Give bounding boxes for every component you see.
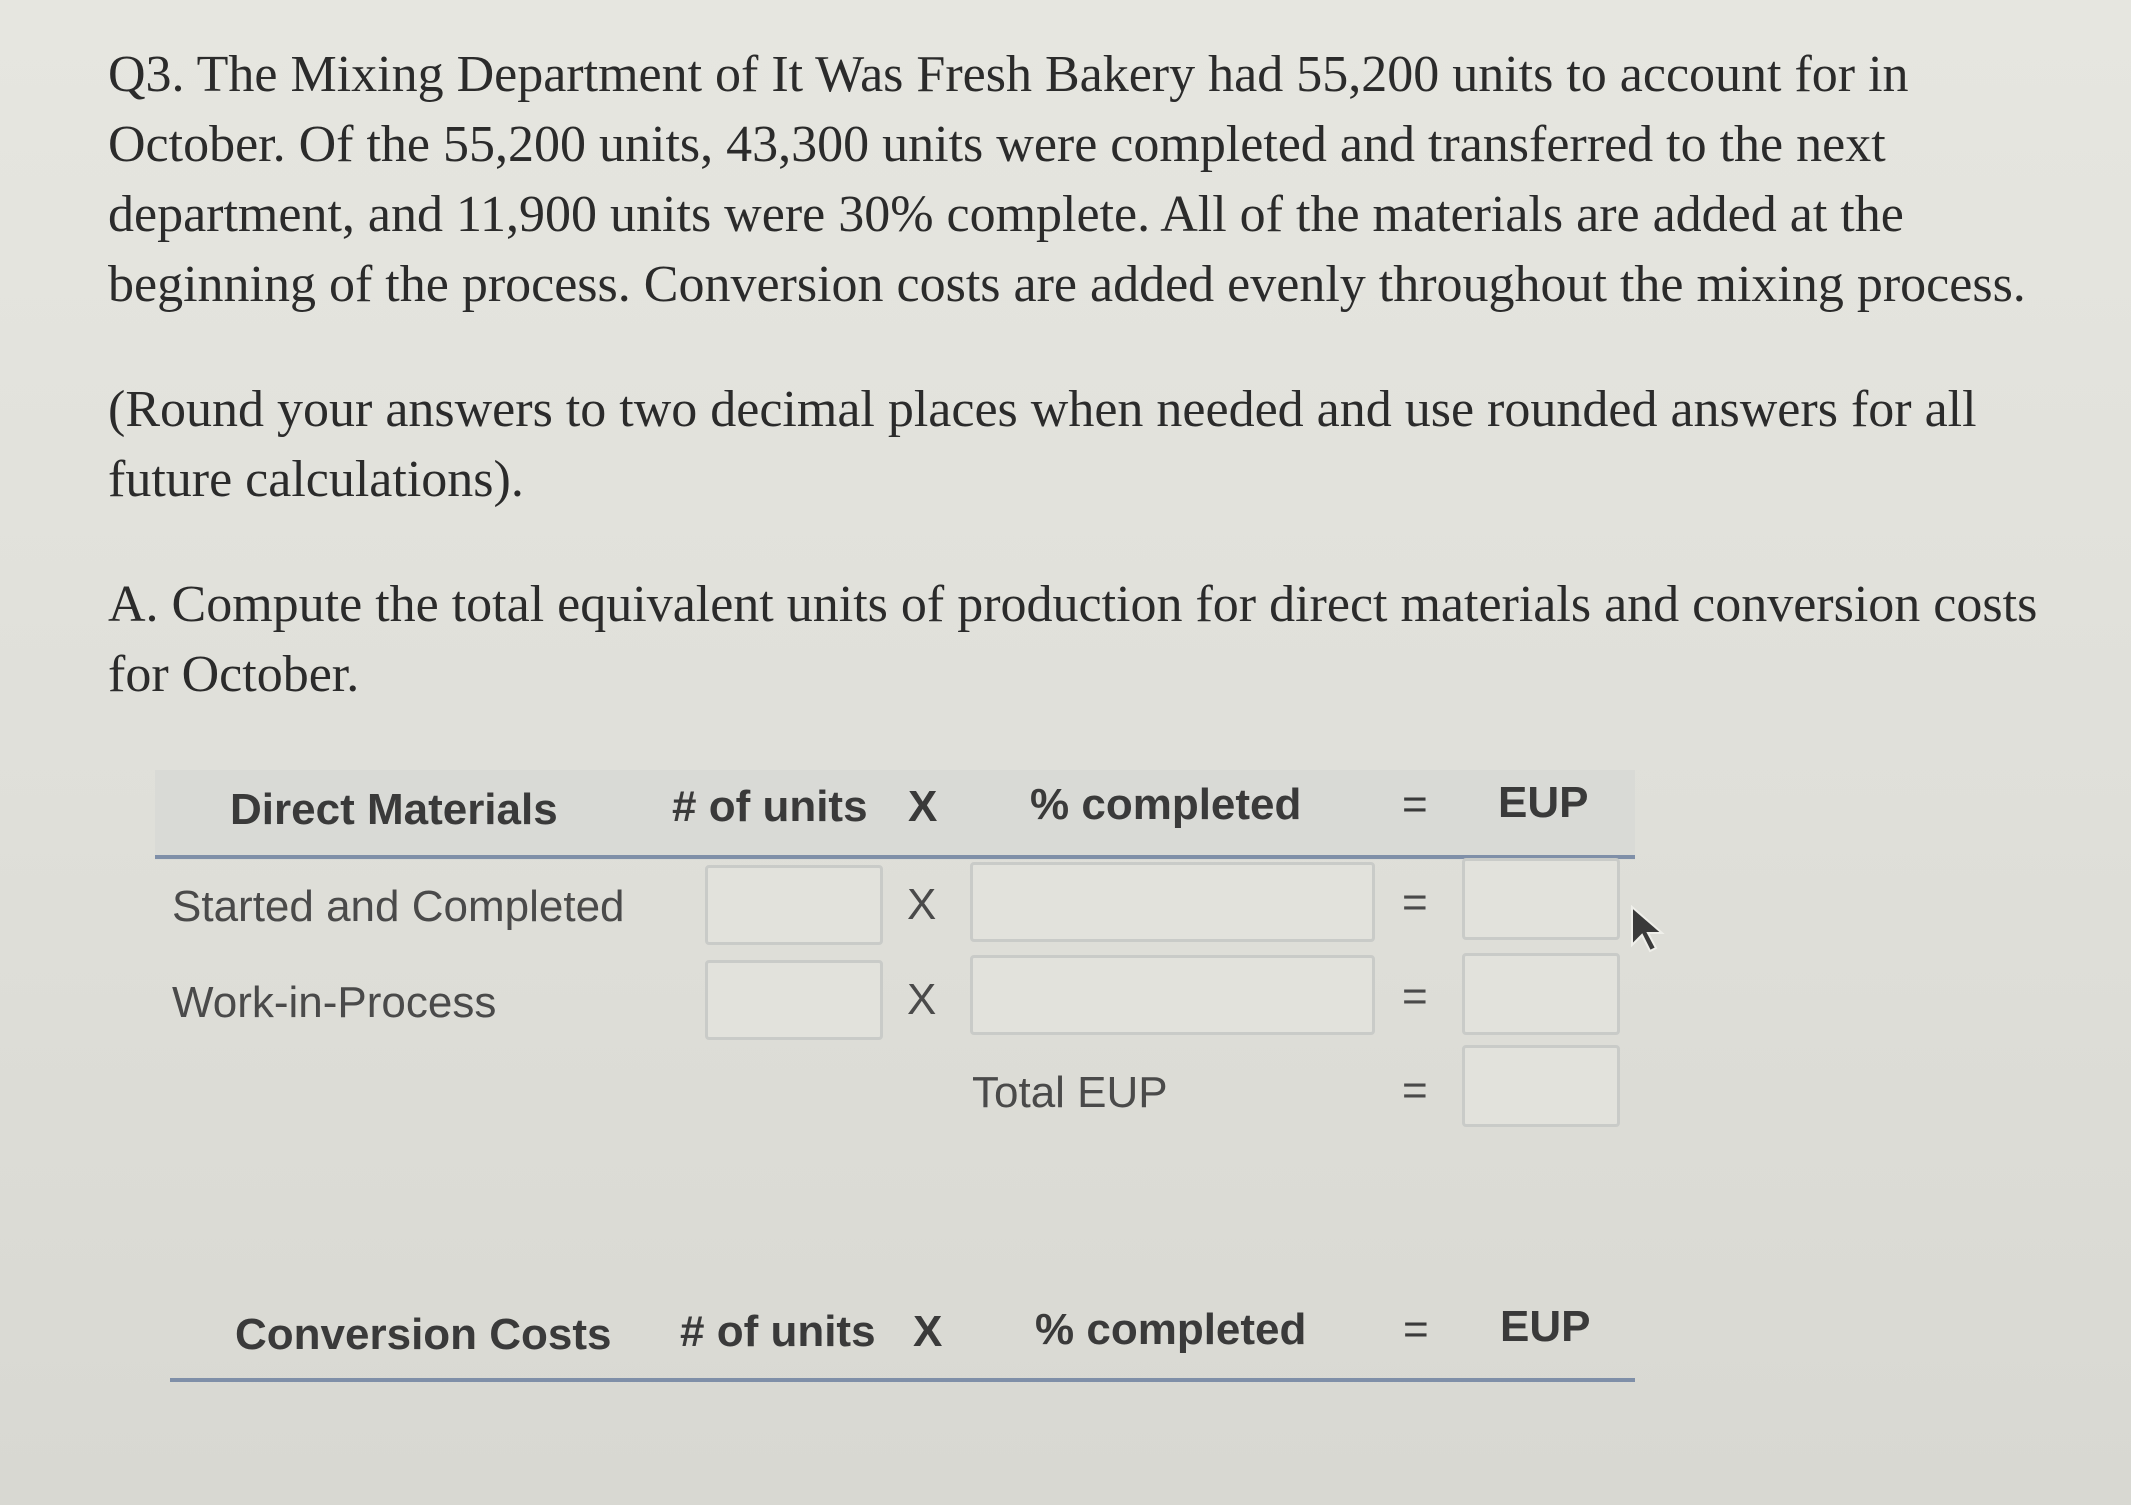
cc-header-percent: % completed <box>1035 1305 1307 1354</box>
dm-row-times: X <box>907 975 937 1024</box>
dm-header-title: Direct Materials <box>230 785 558 834</box>
dm-wip-percent-input[interactable] <box>970 955 1375 1035</box>
mouse-pointer-icon <box>1630 905 1670 955</box>
part-a-prompt: A. Compute the total equivalent units of production for direct materials and conversion costs for October. <box>108 576 2038 703</box>
dm-wip-eup-input[interactable] <box>1462 953 1620 1035</box>
cc-header-eup: EUP <box>1500 1302 1591 1351</box>
dm-row-times: X <box>907 880 937 929</box>
dm-total-eup-input[interactable] <box>1462 1045 1620 1127</box>
dm-total-equals: = <box>1402 1066 1428 1115</box>
dm-header-rule <box>155 855 1635 859</box>
cc-header-title: Conversion Costs <box>235 1310 612 1359</box>
dm-header-percent: % completed <box>1030 780 1302 829</box>
dm-header-times: X <box>908 782 938 831</box>
dm-started-completed-units-input[interactable] <box>705 865 883 945</box>
rounding-instructions: (Round your answers to two decimal places when needed and use rounded answers for all future calculations). <box>108 381 1977 508</box>
dm-row-equals: = <box>1402 878 1428 927</box>
cc-header-units: # of units <box>680 1307 876 1356</box>
dm-header-units: # of units <box>672 782 868 831</box>
dm-row-label: Started and Completed <box>172 882 625 931</box>
dm-total-label: Total EUP <box>972 1068 1168 1117</box>
question-intro: Q3. The Mixing Department of It Was Fresh Bakery had 55,200 units to account for in October. Of the 55,200 units, 43,300 units were completed and transferred to the next department, and 11,900 units were 30% complete. All of the materials are added at the beginning of the process. Conversion costs are added evenly throughout the mixing process. <box>108 46 2026 313</box>
cc-header-times: X <box>913 1307 943 1356</box>
dm-header-equals: = <box>1402 780 1428 829</box>
dm-row-equals: = <box>1402 972 1428 1021</box>
dm-header-eup: EUP <box>1498 778 1589 827</box>
cc-header-rule <box>170 1378 1635 1382</box>
dm-started-completed-percent-input[interactable] <box>970 862 1375 942</box>
dm-row-label: Work-in-Process <box>172 978 497 1027</box>
cc-header-equals: = <box>1403 1305 1429 1354</box>
dm-wip-units-input[interactable] <box>705 960 883 1040</box>
dm-started-completed-eup-input[interactable] <box>1462 858 1620 940</box>
